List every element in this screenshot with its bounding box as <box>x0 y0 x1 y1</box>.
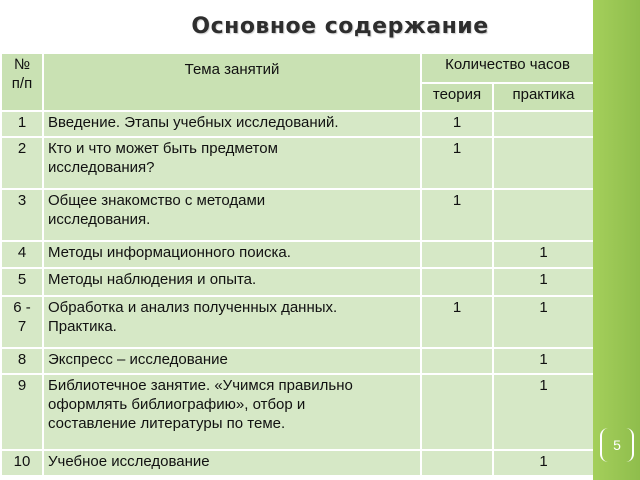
row-practice: 1 <box>493 296 594 348</box>
row-theory <box>421 241 493 268</box>
row-theory <box>421 348 493 374</box>
row-topic <box>43 241 421 268</box>
curriculum-table <box>0 52 595 477</box>
header-number <box>1 53 43 111</box>
row-number: 2 <box>1 137 43 189</box>
row-topic-line: Введение. Этапы учебных исследований. <box>48 114 339 131</box>
row-number-line: 7 <box>17 318 27 335</box>
row-topic-line: Кто и что может быть предметом <box>48 140 278 157</box>
row-number-line: 6 - <box>13 299 31 316</box>
row-topic-line: Обработка и анализ полученных данных. <box>48 299 338 316</box>
header-practice: практика <box>493 83 594 111</box>
table-row <box>1 189 594 241</box>
row-number: 9 <box>1 374 43 450</box>
row-theory: 1 <box>421 137 493 189</box>
table-row <box>1 137 594 189</box>
row-theory: 1 <box>421 189 493 241</box>
row-theory: 1 <box>421 111 493 137</box>
row-topic <box>43 268 421 296</box>
row-topic-line: Практика. <box>48 318 117 335</box>
row-practice: 1 <box>493 348 594 374</box>
row-theory <box>421 268 493 296</box>
table-row <box>1 374 594 450</box>
row-topic <box>43 374 421 450</box>
row-number: 10 <box>1 450 43 476</box>
header-number-label: № <box>13 56 31 73</box>
table-row <box>1 241 594 268</box>
row-practice <box>493 189 594 241</box>
row-topic <box>43 111 421 137</box>
row-practice: 1 <box>493 374 594 450</box>
row-number: 5 <box>1 268 43 296</box>
side-accent-bar <box>593 0 640 480</box>
row-practice <box>493 137 594 189</box>
row-practice: 1 <box>493 268 594 296</box>
table-row <box>1 111 594 137</box>
row-topic <box>43 137 421 189</box>
table-row <box>1 348 594 374</box>
row-topic-line: Методы наблюдения и опыта. <box>48 271 257 288</box>
header-hours: Количество часов <box>421 53 594 83</box>
row-topic <box>43 296 421 348</box>
table-row <box>1 450 594 476</box>
row-topic-line: Экспресс – исследование <box>48 351 228 368</box>
row-topic-line: Учебное исследование <box>48 453 210 470</box>
row-theory: 1 <box>421 296 493 348</box>
row-topic-line: составление литературы по теме. <box>48 415 286 432</box>
row-topic <box>43 189 421 241</box>
row-topic-line: Методы информационного поиска. <box>48 244 291 261</box>
row-number <box>1 296 43 348</box>
row-topic-line: исследования. <box>48 211 151 228</box>
header-theory: теория <box>421 83 493 111</box>
header-topic: Тема занятий <box>43 53 421 111</box>
page-number: 5 <box>600 428 634 462</box>
row-number: 3 <box>1 189 43 241</box>
table-row <box>1 296 594 348</box>
table-row <box>1 268 594 296</box>
row-number: 4 <box>1 241 43 268</box>
row-theory <box>421 450 493 476</box>
row-theory <box>421 374 493 450</box>
row-number: 8 <box>1 348 43 374</box>
row-practice <box>493 111 594 137</box>
slide-title: Основное содержание <box>191 14 489 39</box>
header-number-label-2: п/п <box>11 75 33 92</box>
table-header-row <box>1 53 594 83</box>
row-topic-line: Общее знакомство с методами <box>48 192 266 209</box>
row-practice: 1 <box>493 241 594 268</box>
row-topic-line: исследования? <box>48 159 155 176</box>
row-topic <box>43 348 421 374</box>
row-topic <box>43 450 421 476</box>
row-topic-line: Библиотечное занятие. «Учимся правильно <box>48 377 353 394</box>
row-practice: 1 <box>493 450 594 476</box>
row-number: 1 <box>1 111 43 137</box>
row-topic-line: оформлять библиографию», отбор и <box>48 396 306 413</box>
